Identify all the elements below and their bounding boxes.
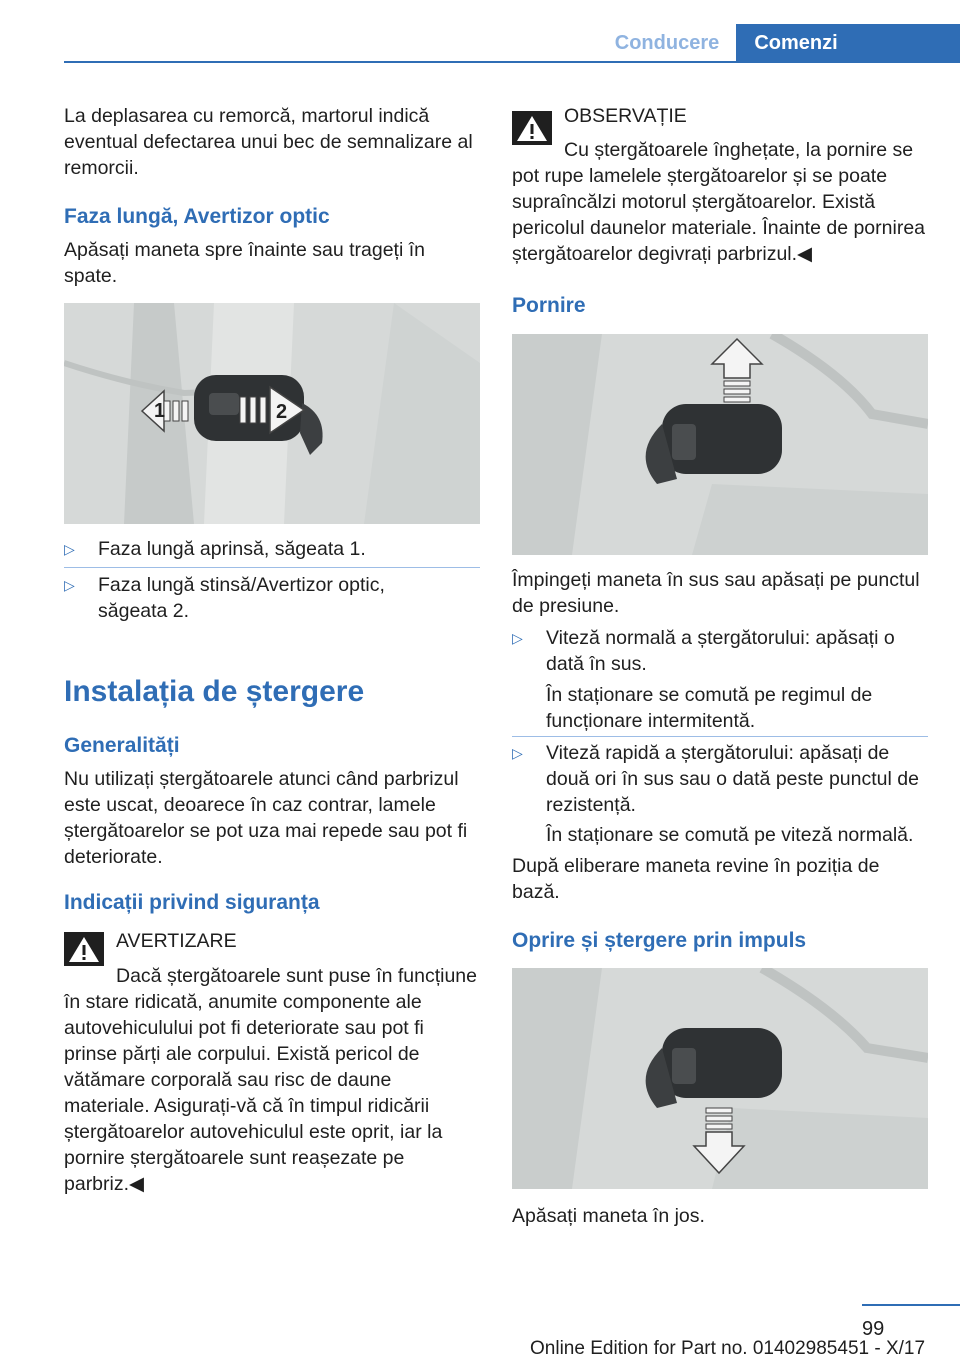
high-beam-instruction: Apăsați maneta spre înainte sau trageți în spate. xyxy=(64,239,425,287)
footer-edition: Online Edition for Part no. 01402985451 - X/17 xyxy=(530,1338,926,1359)
chapter-title: Instalația de ștergere xyxy=(64,675,365,708)
figure-high-beam-stalk xyxy=(64,303,480,524)
bullet-marker-icon: ▷ xyxy=(64,541,75,557)
bullet-sub-text: În staționare se comută pe viteză normală. xyxy=(546,824,914,846)
section-title-safety: Indicații privind siguranța xyxy=(64,891,320,914)
figure-label-2: 2 xyxy=(276,401,288,423)
list-item: ▷ Viteză normală a ștergătorului: apăsați o dată în sus. xyxy=(512,627,895,675)
figure-wiper-up xyxy=(512,334,928,555)
bullet-marker-icon: ▷ xyxy=(64,577,75,593)
warning-label: AVERTIZARE xyxy=(116,930,237,952)
divider xyxy=(512,736,928,737)
list-item: ▷ Faza lungă stinsă/Avertizor optic, săgeata 2. xyxy=(64,574,385,622)
page-number: 99 xyxy=(862,1318,885,1340)
list-item: ▷ Viteză rapidă a ștergătorului: apăsați de două ori în sus sau o dată peste punctul de rezistență. xyxy=(512,742,919,816)
release-paragraph: După eliberare maneta revine în poziția de bază. xyxy=(512,855,880,903)
section-title-start: Pornire xyxy=(512,294,586,317)
section-title-high-beam: Faza lungă, Avertizor optic xyxy=(64,205,330,228)
section-title-general: Generalități xyxy=(64,734,180,757)
stop-instruction: Apăsați maneta în jos. xyxy=(512,1205,705,1227)
divider xyxy=(64,567,480,568)
warning-icon xyxy=(64,932,104,966)
bullet-sub-text: În staționare se comută pe regimul de funcționare intermitentă. xyxy=(546,684,873,732)
note-text: Cu ștergătoarele înghețate, la pornire se pot rupe lamelele ștergătoarelor și se poate supraîncălzi motorul ștergătoarelor. Există pericolul daunelor materiale. Înainte de pornirea ștergătoarelor degivrați parbrizul.◀ xyxy=(512,139,926,265)
header-tab-bar xyxy=(856,24,960,62)
tab-comenzi[interactable]: Comenzi xyxy=(736,24,856,62)
warning-text: Dacă ștergătoarele sunt puse în funcțiune în stare ridicată, anumite componente ale autovehiculului pot fi deteriorate sau pot fi prinse părți ale corpului. Există pericol de vătămare corporală sau risc de daune materiale. Asigurați-vă că în timpul ridicării ștergătoarelor autovehiculul este oprit, iar la pornire ștergătoarele sunt reașezate pe parbriz.◀ xyxy=(64,965,477,1195)
tab-conducere[interactable]: Conducere xyxy=(614,32,720,54)
note-label: OBSERVAȚIE xyxy=(564,105,687,127)
list-item: ▷ Faza lungă aprinsă, săgeata 1. xyxy=(64,538,366,560)
section-title-stop: Oprire și ștergere prin impuls xyxy=(512,929,807,952)
figure-wiper-down xyxy=(512,968,928,1189)
intro-paragraph: La deplasarea cu remorcă, martorul indică eventual defectarea unui bec de semnalizare al remorcii. xyxy=(64,105,473,179)
bullet-marker-icon: ▷ xyxy=(512,745,523,761)
start-instruction: Împingeți maneta în sus sau apăsați pe punctul de presiune. xyxy=(512,569,920,617)
general-paragraph: Nu utilizați ștergătoarele atunci când parbrizul este uscat, deoarece în caz contrar, lamele ștergătoarelor se pot uza mai repede sau pot fi deteriorate. xyxy=(64,768,468,868)
figure-label-1: 1 xyxy=(154,400,166,422)
bullet-marker-icon: ▷ xyxy=(512,630,523,646)
header-rule xyxy=(64,61,960,63)
footer-rule xyxy=(862,1304,960,1306)
